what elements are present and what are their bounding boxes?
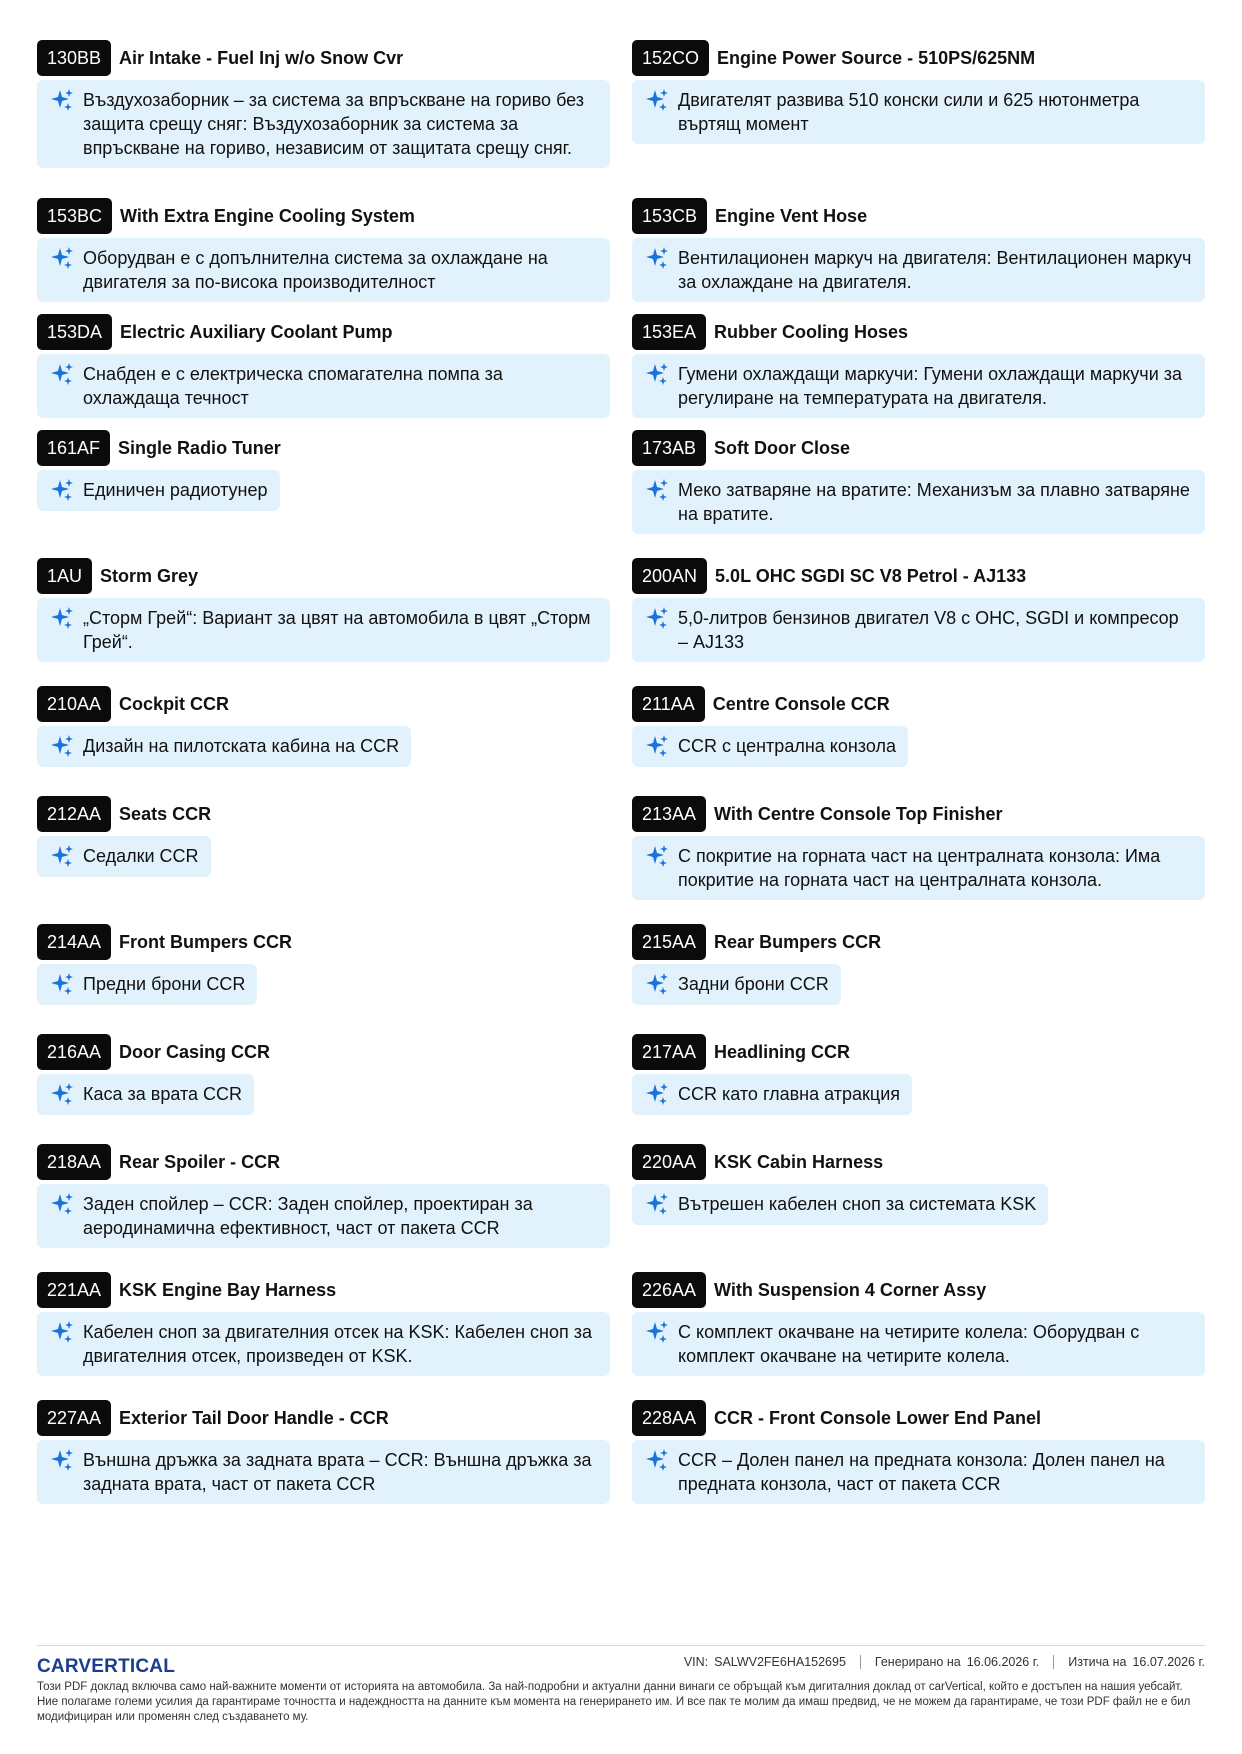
- option-code: 221AA: [37, 1272, 111, 1308]
- option-code: 227AA: [37, 1400, 111, 1436]
- option-code: 161AF: [37, 430, 110, 466]
- sparkle-icon: [49, 477, 75, 503]
- option-item: [37, 1034, 610, 1144]
- option-title: Storm Grey: [100, 565, 199, 586]
- sparkle-icon: [644, 971, 670, 997]
- option-item: [632, 314, 1205, 430]
- option-header: [632, 1400, 1041, 1436]
- option-title: Door Casing CCR: [119, 1041, 271, 1062]
- option-description-text: Кабелен сноп за двигателния отсек на KSK: Кабелен сноп за двигателния отсек, произведен от KSK.: [83, 1322, 592, 1366]
- sparkle-icon: [49, 733, 75, 759]
- option-title: 5.0L OHC SGDI SC V8 Petrol - AJ133: [715, 565, 1027, 586]
- option-title: Cockpit CCR: [119, 693, 230, 714]
- option-description: [37, 598, 610, 662]
- option-title: CCR - Front Console Lower End Panel: [714, 1407, 1042, 1428]
- option-description-text: „Сторм Грей“: Вариант за цвят на автомобила в цвят „Сторм Грей“.: [83, 608, 591, 652]
- option-description: [632, 470, 1205, 534]
- option-item: [37, 40, 610, 198]
- option-code: 212AA: [37, 796, 111, 832]
- option-description: [632, 598, 1205, 662]
- option-title: With Suspension 4 Corner Assy: [714, 1279, 987, 1300]
- option-description: [37, 1440, 610, 1504]
- option-description-text: Вътрешен кабелен сноп за системата KSK: [678, 1194, 1037, 1214]
- option-item: [37, 1400, 610, 1510]
- option-description-text: Снабден е с електрическа спомагателна помпа за охлаждаща течност: [83, 364, 503, 408]
- svg-text:CARVERTICAL: CARVERTICAL: [37, 1656, 176, 1677]
- option-item: [632, 430, 1205, 558]
- option-header: [37, 796, 211, 832]
- option-header: [632, 796, 1003, 832]
- option-code: 210AA: [37, 686, 111, 722]
- meta-separator: [1053, 1655, 1054, 1669]
- sparkle-icon: [49, 843, 75, 869]
- option-description: [37, 1074, 254, 1115]
- option-header: [37, 430, 281, 466]
- sparkle-icon: [49, 1319, 75, 1345]
- sparkle-icon: [49, 245, 75, 271]
- expires-date: 16.07.2026 г.: [1132, 1655, 1205, 1669]
- option-title: Air Intake - Fuel Inj w/o Snow Cvr: [119, 47, 404, 68]
- sparkle-icon: [644, 361, 670, 387]
- option-description: [37, 964, 257, 1005]
- options-grid: [37, 40, 1205, 1510]
- option-description: [632, 80, 1205, 144]
- option-description-text: 5,0-литров бензинов двигател V8 с OHC, SGDI и компресор – AJ133: [678, 608, 1179, 652]
- vin-label: VIN:: [683, 1655, 709, 1669]
- sparkle-icon: [644, 1447, 670, 1473]
- option-description-text: Предни брони CCR: [83, 974, 246, 994]
- option-header: [37, 40, 403, 76]
- option-header: [632, 198, 867, 234]
- sparkle-icon: [49, 971, 75, 997]
- option-description-text: Седалки CCR: [83, 846, 199, 866]
- option-description: [37, 470, 280, 511]
- option-item: [632, 686, 1205, 796]
- option-code: 153EA: [632, 314, 706, 350]
- option-item: [632, 796, 1205, 924]
- sparkle-icon: [644, 477, 670, 503]
- option-code: 1AU: [37, 558, 92, 594]
- option-code: 217AA: [632, 1034, 706, 1070]
- option-description: [37, 1184, 610, 1248]
- option-header: [632, 40, 1035, 76]
- option-description: [632, 1440, 1205, 1504]
- option-description: [37, 80, 610, 168]
- option-description: [632, 726, 908, 767]
- option-description: [37, 354, 610, 418]
- option-header: [37, 314, 392, 350]
- option-code: 152CO: [632, 40, 709, 76]
- vin-value: SALWV2FE6HA152695: [714, 1655, 846, 1669]
- option-item: [37, 198, 610, 314]
- disclaimer-text: Този PDF доклад включва само най-важните моменти от историята на автомобила. За най-подробни и актуални данни винаги се обръщай към дигиталния доклад от carVertical, който е достъпен на нашия уебсайт. Ние полагаме големи усилия да гарантираме точността и надеждността на данните към момента на генерирането им. И все пак те молим да имаш предвид, че не можем да гарантираме, че този PDF файл не е бил модифициран или променян след създаването му.: [37, 1681, 1191, 1723]
- option-description: [37, 726, 411, 767]
- option-title: Seats CCR: [119, 803, 212, 824]
- option-description-text: CCR като главна атракция: [678, 1084, 901, 1104]
- option-item: [37, 314, 610, 430]
- option-description: [37, 836, 211, 877]
- option-item: [632, 558, 1205, 686]
- option-item: [632, 198, 1205, 314]
- sparkle-icon: [49, 1081, 75, 1107]
- option-title: With Centre Console Top Finisher: [714, 803, 1003, 824]
- option-code: 211AA: [632, 686, 705, 722]
- option-item: [37, 924, 610, 1034]
- sparkle-icon: [644, 1191, 670, 1217]
- option-title: Exterior Tail Door Handle - CCR: [119, 1407, 389, 1428]
- option-description: [632, 1074, 912, 1115]
- option-item: [632, 1272, 1205, 1400]
- option-description: [632, 354, 1205, 418]
- option-description-text: Меко затваряне на вратите: Механизъм за плавно затваряне на вратите.: [678, 480, 1190, 524]
- sparkle-icon: [644, 245, 670, 271]
- option-description: [632, 238, 1205, 302]
- option-code: 153BC: [37, 198, 112, 234]
- option-item: [37, 796, 610, 924]
- option-code: 153CB: [632, 198, 707, 234]
- option-item: [37, 558, 610, 686]
- option-code: 226AA: [632, 1272, 706, 1308]
- sparkle-icon: [49, 361, 75, 387]
- option-description-text: Единичен радиотунер: [83, 480, 268, 500]
- option-header: [632, 314, 908, 350]
- option-code: 218AA: [37, 1144, 111, 1180]
- option-description-text: Външна дръжка за задната врата – CCR: Външна дръжка за задната врата, част от пакета CCR: [83, 1450, 592, 1494]
- option-description: [37, 238, 610, 302]
- option-title: KSK Cabin Harness: [714, 1151, 884, 1172]
- sparkle-icon: [644, 87, 670, 113]
- option-header: [37, 924, 292, 960]
- expires-label: Изтича на: [1068, 1655, 1127, 1669]
- option-header: [37, 1272, 336, 1308]
- footer-divider: [37, 1645, 1205, 1646]
- option-item: [632, 1400, 1205, 1510]
- option-header: [632, 1272, 986, 1308]
- option-header: [632, 1034, 850, 1070]
- option-item: [632, 1144, 1205, 1272]
- sparkle-icon: [49, 605, 75, 631]
- option-description: [632, 964, 841, 1005]
- option-title: Engine Vent Hose: [715, 205, 868, 226]
- option-title: With Extra Engine Cooling System: [120, 205, 415, 226]
- sparkle-icon: [644, 1319, 670, 1345]
- option-header: [37, 686, 229, 722]
- option-code: 173AB: [632, 430, 706, 466]
- option-description-text: Въздухозаборник – за система за впръскване на гориво без защита срещу сняг: Въздухозаборник за система за впръскване на гориво, независим от защитата срещу сняг.: [83, 90, 585, 158]
- option-item: [37, 686, 610, 796]
- option-code: 220AA: [632, 1144, 706, 1180]
- option-code: 213AA: [632, 796, 706, 832]
- option-item: [37, 1144, 610, 1272]
- option-title: Rear Spoiler - CCR: [119, 1151, 281, 1172]
- option-description: [632, 836, 1205, 900]
- option-header: [37, 558, 198, 594]
- option-item: [632, 924, 1205, 1034]
- option-description: [632, 1184, 1048, 1225]
- sparkle-icon: [49, 1447, 75, 1473]
- option-header: [632, 430, 850, 466]
- option-item: [37, 430, 610, 558]
- option-description-text: Гумени охлаждащи маркучи: Гумени охлаждащи маркучи за регулиране на температурата на двигателя.: [678, 364, 1183, 408]
- option-title: Soft Door Close: [714, 437, 851, 458]
- option-code: 228AA: [632, 1400, 706, 1436]
- option-code: 215AA: [632, 924, 706, 960]
- sparkle-icon: [644, 733, 670, 759]
- report-meta: [684, 1655, 1205, 1669]
- option-description-text: Заден спойлер – CCR: Заден спойлер, проектиран за аеродинамична ефективност, част от пакета CCR: [83, 1194, 533, 1238]
- option-description-text: CCR с централна конзола: [678, 736, 896, 756]
- option-title: Engine Power Source - 510PS/625NM: [717, 47, 1036, 68]
- option-header: [37, 1034, 270, 1070]
- option-title: Centre Console CCR: [712, 693, 890, 714]
- option-code: 153DA: [37, 314, 112, 350]
- option-description-text: С покритие на горната част на централната конзола: Има покритие на горната част на централната конзола.: [678, 846, 1161, 890]
- option-header: [632, 924, 881, 960]
- option-title: Single Radio Tuner: [118, 437, 281, 458]
- option-header: [632, 686, 890, 722]
- sparkle-icon: [49, 87, 75, 113]
- option-description-text: Вентилационен маркуч на двигателя: Вентилационен маркуч за охлаждане на двигателя.: [678, 248, 1192, 292]
- option-title: Electric Auxiliary Coolant Pump: [120, 321, 393, 342]
- sparkle-icon: [644, 843, 670, 869]
- meta-separator: [860, 1655, 861, 1669]
- option-title: Rubber Cooling Hoses: [714, 321, 909, 342]
- option-description-text: Оборудван е с допълнителна система за охлаждане на двигателя за по-висока производителност: [83, 248, 548, 292]
- option-code: 130BB: [37, 40, 111, 76]
- option-title: Headlining CCR: [714, 1041, 851, 1062]
- sparkle-icon: [644, 1081, 670, 1107]
- option-code: 214AA: [37, 924, 111, 960]
- option-title: KSK Engine Bay Harness: [119, 1279, 337, 1300]
- option-header: [632, 1144, 883, 1180]
- option-description-text: С комплект окачване на четирите колела: Оборудван с комплект окачване на четирите колела.: [678, 1322, 1140, 1366]
- option-code: 200AN: [632, 558, 707, 594]
- option-item: [632, 40, 1205, 198]
- option-description-text: CCR – Долен панел на предната конзола: Долен панел на предната конзола, част от пакета CCR: [678, 1450, 1165, 1494]
- option-item: [632, 1034, 1205, 1144]
- sparkle-icon: [644, 605, 670, 631]
- option-title: Front Bumpers CCR: [119, 931, 293, 952]
- option-header: [37, 1144, 280, 1180]
- option-header: [37, 198, 415, 234]
- option-title: Rear Bumpers CCR: [714, 931, 882, 952]
- option-description: [632, 1312, 1205, 1376]
- option-code: 216AA: [37, 1034, 111, 1070]
- option-description-text: Каса за врата CCR: [83, 1084, 243, 1104]
- option-description-text: Дизайн на пилотската кабина на CCR: [83, 736, 400, 756]
- generated-label: Генерирано на: [874, 1655, 961, 1669]
- option-header: [37, 1400, 389, 1436]
- option-description-text: Задни брони CCR: [678, 974, 829, 994]
- generated-date: 16.06.2026 г.: [966, 1655, 1040, 1669]
- sparkle-icon: [49, 1191, 75, 1217]
- carvertical-logo: [37, 1650, 177, 1680]
- option-description: [37, 1312, 610, 1376]
- option-item: [37, 1272, 610, 1400]
- option-description-text: Двигателят развива 510 конски сили и 625 нютонметра въртящ момент: [678, 90, 1140, 134]
- option-header: [632, 558, 1026, 594]
